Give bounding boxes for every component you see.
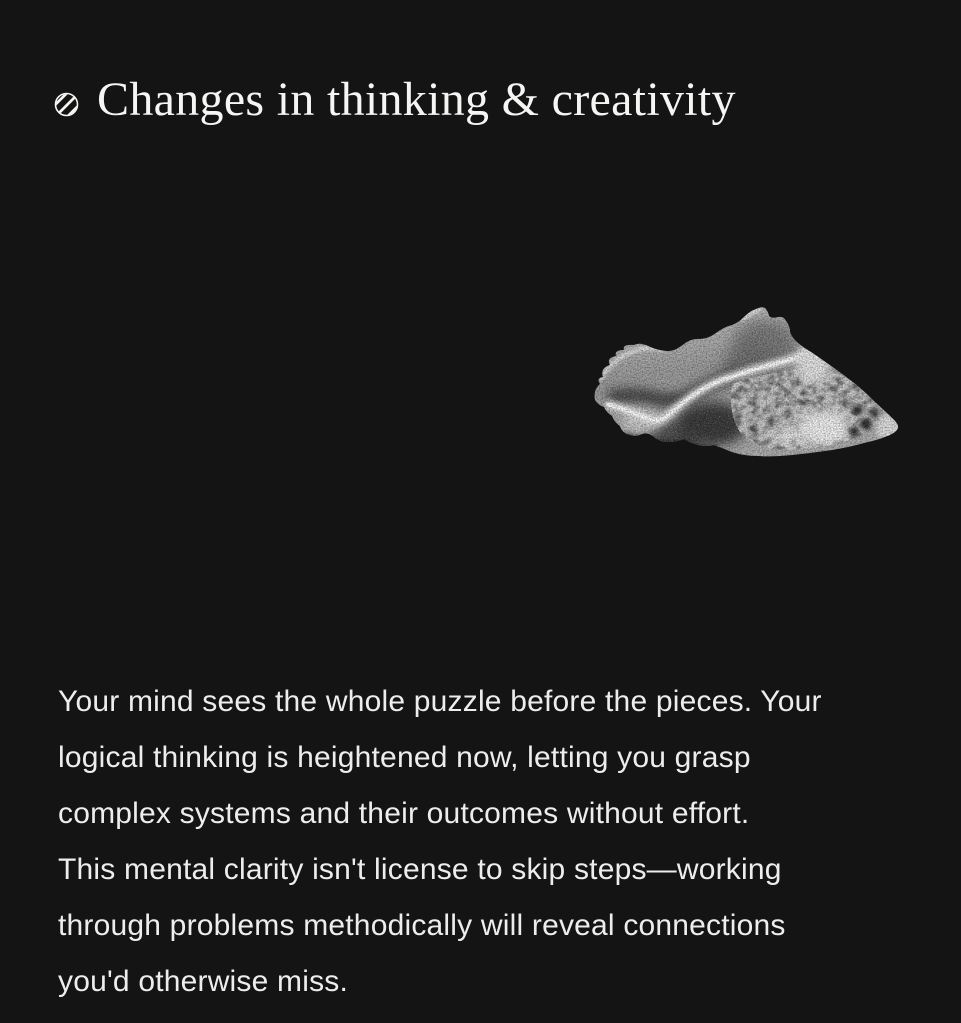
body-paragraph (58, 674, 918, 1010)
body-text-line: Your mind sees the whole puzzle before the pieces. Your (58, 685, 822, 718)
hatched-circle-icon (54, 92, 79, 117)
body-text-line: you'd otherwise miss. (58, 965, 349, 998)
body-text-line: logical thinking is heightened now, letting you grasp (58, 741, 751, 774)
specimen-illustration (592, 306, 902, 462)
body-text-line: complex systems and their outcomes without effort. (58, 797, 750, 830)
page-title: Changes in thinking & creativity (97, 73, 736, 126)
body-text-line: through problems methodically will reveal connections (58, 909, 786, 942)
dried-fungus-image (592, 306, 902, 462)
body-text-line: This mental clarity isn't license to skip steps—working (58, 853, 782, 886)
